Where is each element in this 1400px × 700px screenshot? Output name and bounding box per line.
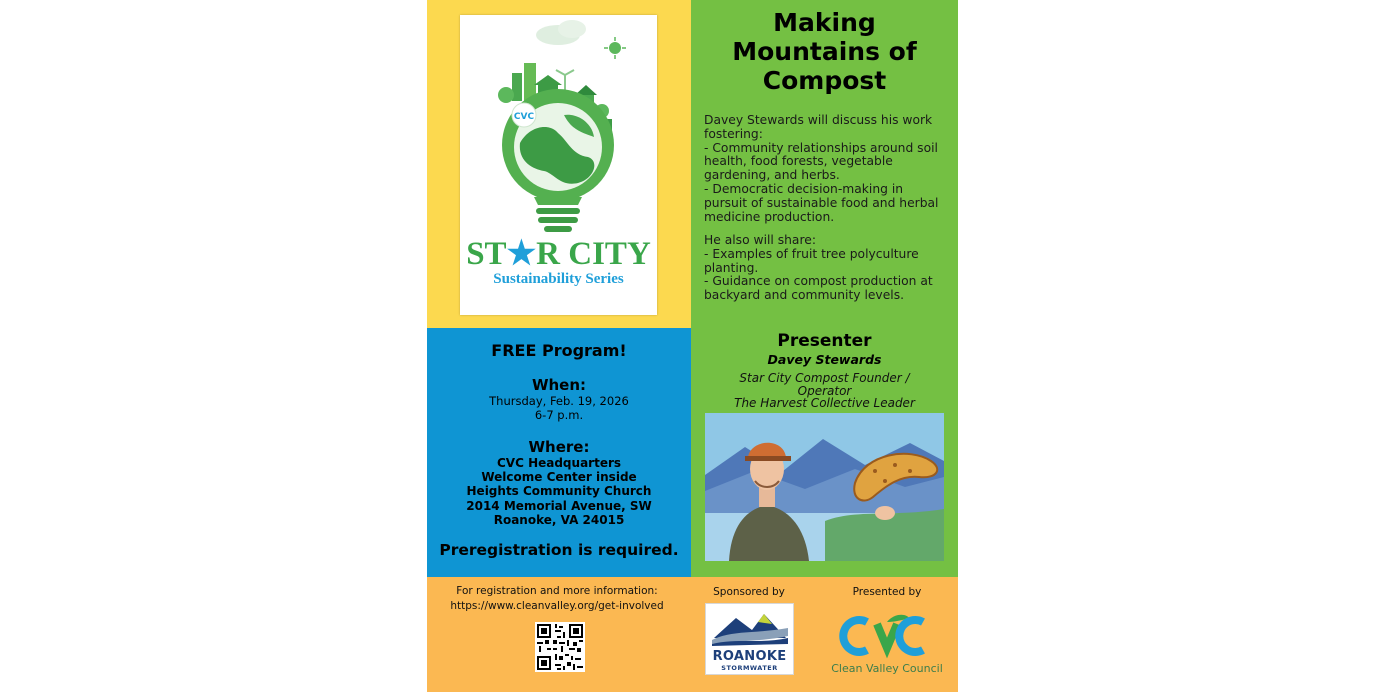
logo-subtitle: Sustainability Series xyxy=(493,271,624,287)
sponsor-name: ROANOKE xyxy=(712,649,787,664)
registration-info xyxy=(433,584,681,614)
cvc-logo-icon xyxy=(837,610,937,660)
presenter-heading: Presenter xyxy=(777,331,872,351)
sponsor-subtitle: STORMWATER xyxy=(721,664,778,672)
logo-title-start: ST xyxy=(466,236,507,272)
svg-text:CVC: CVC xyxy=(513,112,535,122)
address-line: Welcome Center inside xyxy=(481,470,637,485)
share-text: He also will share: xyxy=(704,233,816,247)
presented-by-label: Presented by xyxy=(852,586,922,598)
logo-title xyxy=(460,237,657,271)
presenter-org-name: Clean Valley Council xyxy=(831,662,943,675)
star-city-logo xyxy=(460,15,657,315)
event-title: Making Mountains of Compost xyxy=(732,8,917,95)
list-item: - Democratic decision-making in pursuit of sustainable food and herbal medicine production. xyxy=(704,181,939,224)
event-share xyxy=(704,234,949,303)
star-icon: ★ xyxy=(506,236,537,272)
roanoke-stormwater-logo xyxy=(705,603,794,675)
logo-title-end: R CITY xyxy=(536,236,651,272)
when-value xyxy=(427,395,691,422)
sponsored-by-label: Sponsored by xyxy=(713,586,785,598)
free-program-label: FREE Program! xyxy=(491,341,627,360)
event-info-panel xyxy=(691,0,958,577)
when-heading: When: xyxy=(531,376,587,394)
mountain-wave-icon xyxy=(706,604,793,648)
registration-link[interactable]: https://www.cleanvalley.org/get-involved xyxy=(450,600,664,612)
where-heading: Where: xyxy=(528,438,590,456)
registration-text: For registration and more information: xyxy=(456,585,658,597)
event-flyer xyxy=(427,0,958,692)
preregistration-notice: Preregistration is required. xyxy=(439,541,679,559)
event-intro xyxy=(704,114,949,224)
intro-list xyxy=(704,142,949,225)
lightbulb-earth-icon xyxy=(460,15,657,240)
presenter-role-line: Star City Compost Founder / xyxy=(739,371,910,385)
presenter-role xyxy=(711,372,938,410)
event-time: 6-7 p.m. xyxy=(534,407,584,422)
address-line: Heights Community Church xyxy=(466,484,652,499)
address-line: 2014 Memorial Avenue, SW xyxy=(466,498,652,513)
intro-text: Davey Stewards will discuss his work fostering: xyxy=(704,113,933,141)
event-date: Thursday, Feb. 19, 2026 xyxy=(489,394,629,408)
presenter-name: Davey Stewards xyxy=(767,352,882,367)
presenter-role-line: Operator xyxy=(797,383,852,398)
list-item: - Examples of fruit tree polyculture planting. xyxy=(704,246,919,275)
logo-panel xyxy=(427,0,691,328)
list-item: - Community relationships around soil health, food forests, vegetable gardening, and herbs. xyxy=(704,140,938,183)
where-value xyxy=(427,456,691,527)
list-item: - Guidance on compost production at backyard and community levels. xyxy=(704,274,933,303)
qr-code-icon[interactable] xyxy=(535,622,585,672)
address-line: CVC Headquarters xyxy=(496,456,622,470)
presenter-photo xyxy=(705,413,944,561)
presenter-role-line: The Harvest Collective Leader xyxy=(734,396,915,410)
address-line: Roanoke, VA 24015 xyxy=(493,512,625,527)
share-list xyxy=(704,248,949,303)
